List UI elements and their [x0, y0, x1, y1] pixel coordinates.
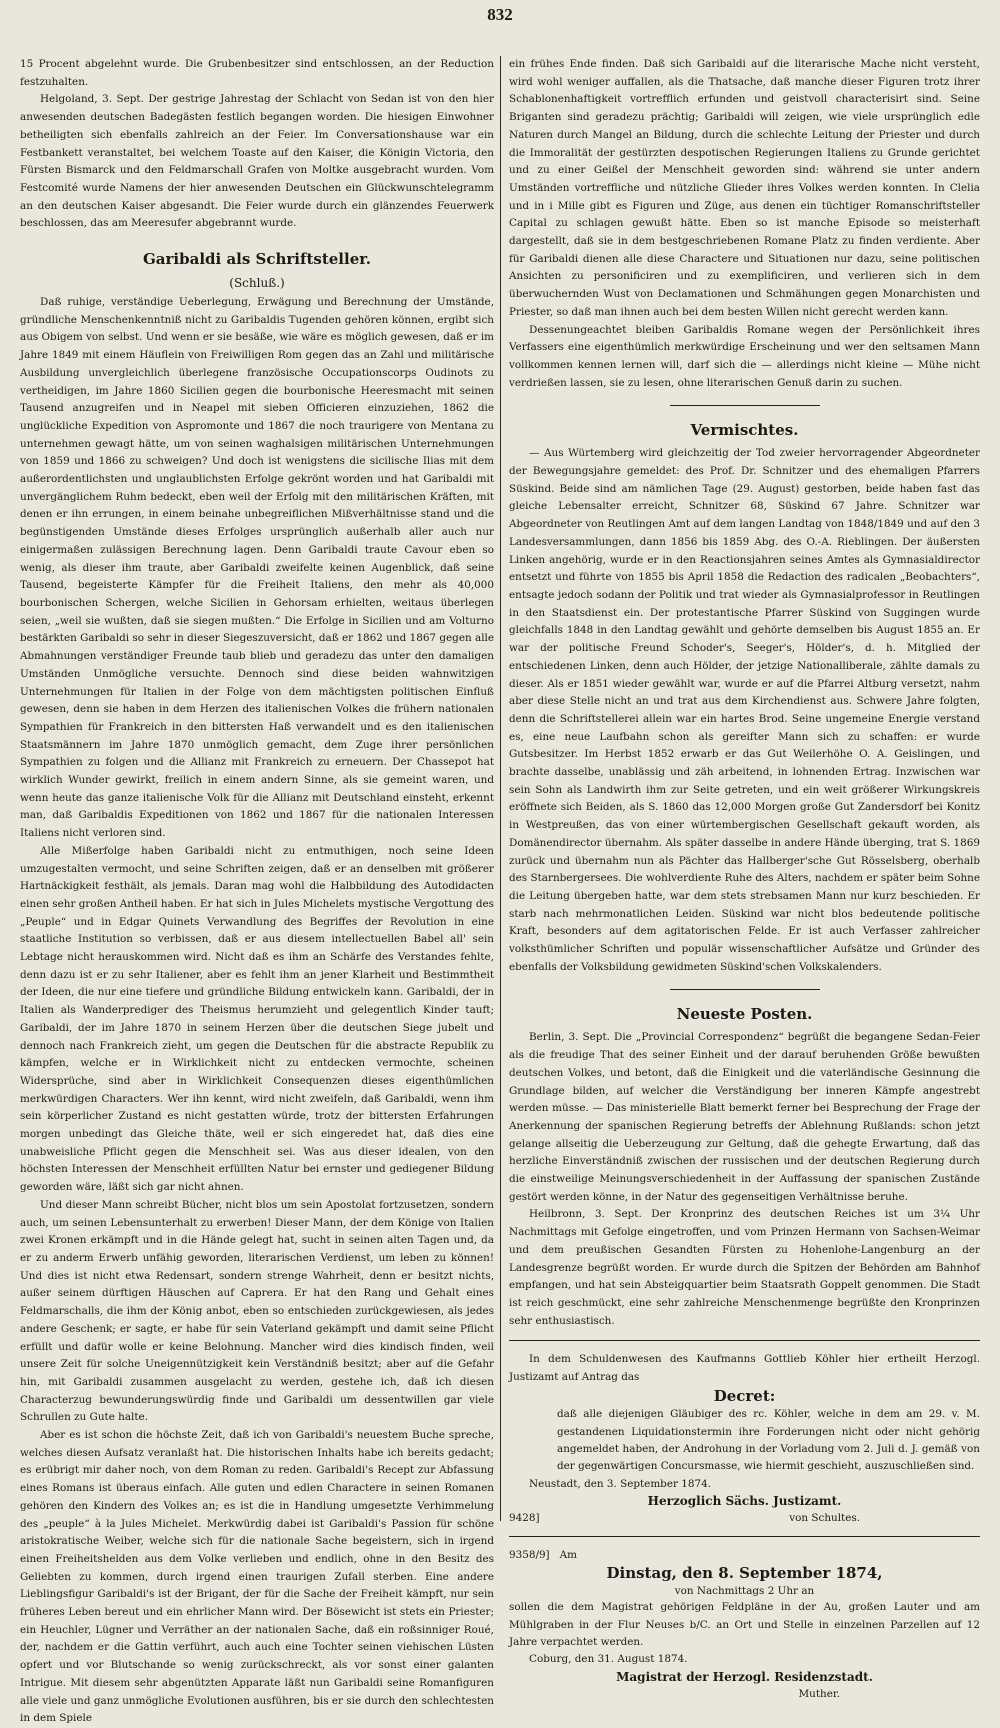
article-paragraph: Daß ruhige, verständige Ueberlegung, Erwägung und Berechnung der Umstände, gründliche Menschenkenntniß nicht zu Garibaldis Tugenden gehören können, ergibt sich aus Obigem von selbst. Und wenn er sie besäße, wie wäre es möglich gewesen, daß er im Jahre 1849 mit einem Häuflein von Freiwilligen Rom gegen das an Zahl und militärische Ausbildung unvergleichlich überlegene französische Occupationscorps Oudinots zu vertheidigen, im Jahre 1860 Sicilien gegen die bourbonische Heeresmacht mit seinen Tausend anzugreifen und in Neapel mit sieben Officieren einzuziehen, 1862 die unglückliche Expedition von Aspromonte und 1867 die noch traurigere von Mentana zu unternehmen gewagt hätte, um von seinen waghalsigen militärischen Unternehmungen von 1859 und 1866 zu schweigen? Und doch ist wenigstens die sicilische Ilias mit dem außerordentlichsten und unglaublichsten Erfolge gekrönt worden und hat Garibaldi mit unvergänglichem Ruhm bedeckt, eben weil der Erfolg mit den militärischen Kräften, mit denen er ihn errungen, in einem beinahe unbegreiflichen Mißverhältnisse stand und die begünstigenden Umstände dieses Erfolges ursprünglich außerhalb aller auch nur einigermaßen zulässigen Berechnung lagen. Denn Garibaldi traute Cavour eben so wenig, als dieser ihm traute, aber Garibaldi zweifelte keinen Augenblick, daß seine Tausend, begeisterte Kämpfer für die Freiheit Italiens, den mehr als 40,000 bourbonischen Schergen, welche Sicilien in Gehorsam erhielten, weitaus überlegen seien, „weil sie wußten, daß sie siegen mußten.“ Die Erfolge in Sicilien und am Volturno bestärkten Garibaldi so sehr in dieser Siegeszuversicht, daß er 1862 und 1867 gegen alle Abmahnungen verständiger Freunde taub blieb und geradezu das unter den damaligen Umständen Unmögliche versuchte. Dennoch sind diese beiden wahnwitzigen Unternehmungen für Italien in der Folge von dem mächtigsten politischen Einfluß gewesen, denn sie haben in dem Herzen des italienischen Volkes die frühern nationalen Sympathien für Frankreich in den bittersten Haß verwandelt und es den italienischen Staatsmännern im Jahre 1870 unmöglich gemacht, dem Zuge ihrer persönlichen Sympathien zu folgen und die Allianz mit Frankreich zu erneuern. Der Chassepot hat wirklich Wunder gewirkt, freilich in einem andern Sinne, als sie gemeint waren, und wenn heute das ganze italienische Volk für die Allianz mit Deutschland einsteht, erkennt man, daß Garibaldis Expeditionen von 1862 und 1867 für die nationalen Interessen Italiens nicht verloren sind. — [20, 296, 494, 840]
decree-signature: von Schultes. — [789, 1512, 860, 1525]
separator — [509, 976, 980, 1002]
columns — [20, 56, 980, 1725]
decree-announcement — [509, 1351, 980, 1526]
decree-date: Neustadt, den 3. September 1874. — [529, 1477, 711, 1490]
lease-place: Coburg, den 31. August 1874. — [529, 1653, 688, 1666]
lease-time: von Nachmittags 2 Uhr an — [674, 1585, 815, 1598]
news-item: Berlin, 3. Sept. Die „Provincial Correspondenz“ begrüßt die begangene Sedan-Feier als die freudige That des seiner Einheit und der darauf beruhenden Größe bewußten deutschen Volkes, und betont, daß die Einigkeit und die vaterländische Gesinnung die Grundlage bilden, auf welcher die Verständigung ber inneren Kämpfe angestrebt werden müsse. — Das ministerielle Blatt bemerkt ferner bei Besprechung der Frage der Anerkennung der spanischen Regierung betreffs der Ablehnung Rußlands: schon jetzt gelange allseitig die Ueberzeugung zur Geltung, daß die gehegte Erwartung, daß das herzliche Einverständniß zwischen der russischen und der deutschen Regierung durch die einstweilige Meinungsverschiedenheit in der Auffassung der spanischen Zustände gestört werden könne, in der Natur des gegenseitigen Verhältnisse beruhe. — [509, 1031, 980, 1203]
intro-paragraph: 15 Procent abgelehnt wurde. Die Grubenbesitzer sind entschlossen, an der Reduction festzuhalten. — [20, 58, 494, 88]
article-heading: Garibaldi als Schriftsteller. — [143, 250, 371, 269]
lease-date-line: Dinstag, den 8. September 1874, — [606, 1564, 883, 1583]
separator — [509, 392, 980, 418]
misc-paragraph: — Aus Würtemberg wird gleichzeitig der Tod zweier hervorragender Abgeordneter der Bewegungsjahre gemeldet: des Prof. Dr. Schnitzer und des ehemaligen Pfarrers Süskind. Beide sind am nämlichen Tage (29. August) gestorben, beide haben fast das gleiche Lebensalter erreicht, Schnitzer 68, Süskind 67 Jahre. Schnitzer war Abgeordneter von Reutlingen Amt auf dem langen Landtag von 1848/1849 und auf den 3 Landesversammlungen, dann 1856 bis 1859 Abg. des O.-A. Rieblingen. Der äußersten Linken angehörig, wurde er in den Reactionsjahren seines Amtes als Gymnasialdirector entsetzt und führte von 1855 bis April 1858 die Redaction des radicalen „Beobachters“, entsagte jedoch sodann der Politik und trat wieder als Gymnasialprofessor in Reutlingen in den Staatsdienst ein. Der protestantische Pfarrer Süskind von Suggingen wurde gleichfalls 1848 in den Landtag gewählt und gehörte demselben bis August 1855 an. Er war der politische Freund Schoder's, Seeger's, Hölder's, d. h. Mitglied der entschiedenen Linken, denn auch Hölder, der jetzige Nationalliberale, zählte damals zu dieser. Als er 1851 wieder gewählt war, wurde er auf die Pfarrei Altburg versetzt, nahm aber diese Stelle nicht an und trat aus dem Kirchendienst aus. Schwere Jahre folgten, denn die Schriftstellerei allein war ein hartes Brod. Seine ungemeine Energie verstand es, eine neue Laufbahn schon als gereifter Mann sich zu schaffen: er wurde Gutsbesitzer. Im Herbst 1852 erwarb er das Gut Weilerhöhe O. A. Geislingen, und brachte dasselbe, unablässig und zäh arbeitend, in lohnenden Ertrag. Inzwischen war sein Sohn als Landwirth ihm zur Seite getreten, und ein weit größerer Wirkungskreis eröffnete sich Beiden, als S. 1860 das 12,000 Morgen große Gut Zandersdorf bei Konitz in Westpreußen, das von einer würtembergischen Gesellschaft gekauft worden, als Domänendirector übernahm. Als später dasselbe in andere Hände überging, trat S. 1869 zurück und übernahm nun als Pächter das Hallberger'sche Gut Rösselsberg, oberhalb des Starnbergersees. Die wohlverdiente Ruhe des Alters, nachdem er später beim Sohne die Leitung übergeben hatte, war dem stets strebsamen Mann nur kurz beschieden. Er starb nach mehrmonatlichen Leiden. Süskind war nicht blos bedeutende politische Kraft, besonders auf dem agitatorischen Felde. Er ist auch Verfasser zahlreicher volksthümlicher Schriften und populär wissenschaftlicher Aufsätze und Gründer des ebenfalls der Volksbildung gewidmeten Süskind'schen Volkskalenders. — [509, 447, 980, 973]
news-item: Heilbronn, 3. Sept. Der Kronprinz des deutschen Reiches ist um 3¼ Uhr Nachmittags mit Gefolge eingetroffen, und vom Prinzen Hermann von Sachsen-Weimar und dem preußischen Gesandten Fürsten zu Hohenlohe-Langenburg an der Landesgrenze begrüßt worden. Er wurde durch die Spitzen der Behörden am Bahnhof empfangen, und hat sein Absteigquartier beim Staatsrath Goppelt genommen. Die Stadt ist reich geschmückt, eine sehr zahlreiche Menschenmenge begrüßte den Kronprinzen sehr enthusiastisch. — [509, 1208, 980, 1327]
decree-footer — [509, 1510, 980, 1526]
article-continuation: ein frühes Ende finden. Daß sich Garibaldi auf die literarische Mache nicht versteht, wird wohl weniger auffallen, als die Thatsache, daß manche dieser Figuren trotz ihrer Schablonenhaftigkeit vortrefflich erfunden und geistvoll characterisirt sind. Seine Briganten sind geradezu prächtig; Garibaldi will zeigen, wie viele ursprünglich edle Naturen durch Mangel an Bildung, durch die schlechte Leitung der Priester und durch die Immoralität der gestürzten despotischen Regierungen Italiens zu Grunde gerichtet und zu einer Geißel der Menschheit geworden sind: während sie unter andern Umständen vortreffliche und nützliche Glieder ihres Volkes werden konnten. In Clelia und in i Mille gibt es Figuren und Züge, aus denen ein tüchtiger Romanschriftsteller Capital zu schlagen gewußt hätte. Eben so ist manche Episode so meisterhaft dargestellt, daß sie in dem bestgeschriebenen Romane Platz zu finden verdiente. Aber für Garibaldi dienen alle diese Charactere und Situationen nur dazu, seine politischen Ansichten zu personificiren und zu exemplificiren, und verlieren sich in dem überwuchernden Wust von Declamationen und Schmähungen gegen Monarchisten und Priester, so daß man ihnen auch bei dem besten Willen nicht gerecht werden kann. — [509, 58, 980, 318]
lease-header — [509, 1547, 980, 1563]
article-paragraph: Aber es ist schon die höchste Zeit, daß ich von Garibaldi's neuestem Buche spreche, welches diesen Aufsatz veranlaßt hat. Die historischen Inhalts habe ich bereits gedacht; es erübrigt mir daher noch, von dem Roman zu reden. Garibaldi's Recept zur Abfassung eines Romans ist überaus einfach. Alle guten und edlen Charactere in seinen Romanen gehören den Kindern des Volkes an; es ist die in Handlung umgesetzte Verhimmelung des „peuple“ à la Jules Michelet. Merkwürdig dabei ist Garibaldi's Passion für schöne aristokratische Weiber, welche sich für die nationale Sache begeistern, sich in irgend einen Freiheitshelden aus dem Volke verlieben und endlich, ohne in den Besitz des Geliebten zu kommen, durch irgend einen traurigen Zufall sterben. Eine andere Lieblingsfigur Garibaldi's ist der Brigant, der für die Sache der Freiheit kämpft, nur sein früheres Leben bereut und ein ehrlicher Mann wird. Der Bösewicht ist stets ein Priester; ein Heuchler, Lügner und Verräther an der nationalen Sache, daß ein roßsinniger Roué, der, nachdem er die Gattin verführt, auch auch eine Tochter seinen viehischen Lüsten opfert und vor Blutschande so wenig zurückschreckt, als vor sonst einer galanten Intrigue. Mit diesem sehr abgenützten Apparate läßt nun Garibaldi seine Romanfiguren alle viele und ganz unmögliche Evolutionen ausführen, bis er sie durch den schlechtesten in dem Spiele — [20, 1429, 494, 1725]
decree-intro: In dem Schuldenwesen des Kaufmanns Gottlieb Köhler hier ertheilt Herzogl. Justizamt auf Antrag das — [509, 1353, 980, 1383]
decree-number: 9428] — [509, 1512, 540, 1525]
article-paragraph: Alle Mißerfolge haben Garibaldi nicht zu entmuthigen, noch seine Ideen umzugestalten vermocht, und seine Schriften zeigen, daß er an denselben mit größerer Hartnäckigkeit festhält, als jemals. Daran mag wohl die Halbbildung des Autodidacten einen sehr großen Antheil haben. Er hat sich in Jules Michelets mystische Vergottung des „Peuple“ und in Edgar Quinets Verwandlung des Begriffes der Revolution in eine staatliche Institution so verbissen, daß er aus diesem intellectuellen Babel all' sein Lebtage nicht herauskommen wird. Nicht daß es ihm an Schärfe des Verstandes fehlte, denn dazu ist er zu sehr Italiener, aber es fehlt ihm an jener Klarheit und Bestimmtheit der Ideen, die nur eine tiefere und gründliche Bildung entwickeln kann. Garibaldi, der in Italien als Wanderprediger des Theismus herumzieht und gelegentlich Kinder tauft; Garibaldi, der im Jahre 1870 in seinem Herzen über die deutschen Siege jubelt und dennoch nach Frankreich zieht, um gegen die Deutschen für die abstracte Republik zu kämpfen, welche er in Wirklichkeit nicht zu entdecken vermochte, scheinen Widersprüche, sind aber in Wirklichkeit Consequenzen dieses eigenthümlichen merkwürdigen Characters. Wer ihn kennt, wird nicht zweifeln, daß Garibaldi, wenn ihm sein körperlicher Zustand es nicht gestatten würde, trotz der bittersten Erfahrungen morgen unbedingt das Gleiche thäte, weil er sich eingeredet hat, daß dies eine unabweisliche Pflicht gegen die Menschheit sei. Was aus dieser idealen, von den höchsten Interessen der Menschheit erfüllten Natur bei ernster und gediegener Bildung geworden wäre, läßt sich gar nicht ahnen. — [20, 844, 494, 1194]
decree-authority: Herzoglich Sächs. Justizamt. — [647, 1494, 842, 1509]
decree-title: Decret: — [713, 1387, 776, 1406]
left-column — [20, 56, 500, 1725]
lease-authority: Magistrat der Herzogl. Residenzstadt. — [616, 1669, 873, 1684]
lease-text: sollen die dem Magistrat gehörigen Feldpläne in der Au, großen Lauter und am Mühlgraben in der Flur Neuses b/C. an Ort und Stelle in einzelnen Parzellen auf 12 Jahre verpachtet werden. — [509, 1601, 980, 1649]
lease-announcement — [509, 1547, 980, 1702]
lease-am: Am — [559, 1549, 577, 1562]
article-subheading: (Schluß.) — [229, 276, 285, 291]
page-number: 832 — [487, 5, 513, 24]
article-paragraph: Und dieser Mann schreibt Bücher, nicht blos um sein Apostolat fortzusetzen, sondern auch, um seinen Lebensunterhalt zu erwerben! Dieser Mann, der dem Könige von Italien zwei Kronen erkämpft und in die Hände gelegt hat, sucht in seinen alten Tagen und, da er zu anderm Erwerb unfähig geworden, literarischen Verdienst, um leben zu können! Und dies ist nicht etwa Redensart, sondern strenge Wahrheit, denn er besitzt nichts, außer seinem dürftigen Häuschen auf Caprera. Er hat den Rang und Gehalt eines Feldmarschalls, die ihm der König anbot, eben so entschieden zurückgewiesen, als jedes andere Geschenk; er sagte, er habe für sein Vaterland gekämpft und damit seine Pflicht erfüllt und dafür wolle er keine Belohnung. Mancher wird dies kindisch finden, weil unsere Zeit für solche Uneigennützigkeit kein Verständniß besitzt; aber auf die Gefahr hin, mit Garibaldi zusammen ausgelacht zu werden, gestehe ich, daß ich diesen Characterzug bewunderungswürdig finde und Garibaldi um dessentwillen gar viele Schrullen zu Gute halte. — [20, 1198, 494, 1424]
ad-separator — [509, 1536, 980, 1537]
decree-text: daß alle diejenigen Gläubiger des rc. Köhler, welche in dem am 29. v. M. gestandenen Liquidationstermin ihre Forderungen nicht oder nicht gehörig angemeldet haben, der Androhung in der Vorladung vom 2. Juli d. J. gemäß von der gegenwärtigen Concursmasse, wie hiermit geschieht, auszuschließen sind. — [557, 1408, 980, 1473]
lease-number: 9358/9] — [509, 1549, 550, 1562]
article-paragraph: Dessenungeachtet bleiben Garibaldis Romane wegen der Persönlichkeit ihres Verfassers eine eigenthümlich merkwürdige Erscheinung und wer den seltsamen Mann vollkommen kennen lernen will, darf sich die — allerdings nicht kleine — Mühe nicht verdrießen lassen, sie zu lesen, ohne literarischen Genuß darin zu suchen. — [509, 323, 980, 389]
news-heading: Neueste Posten. — [676, 1005, 813, 1024]
misc-heading: Vermischtes. — [690, 421, 799, 440]
ad-separator — [509, 1340, 980, 1341]
right-column — [500, 56, 980, 1700]
helgoland-report: Helgoland, 3. Sept. Der gestrige Jahrestag der Schlacht von Sedan ist von den hier anwesenden deutschen Badegästen festlich begangen worden. Die hiesigen Einwohner betheiligten sich ebenfalls zahlreich an der Feier. Im Conversationshause war ein Festbankett veranstaltet, bei welchem Toaste auf den Kaiser, die Königin Victoria, den Fürsten Bismarck und den Feldmarschall Grafen von Moltke ausgebracht wurden. Vom Festcomité wurde Namens der hier anwesenden Deutschen ein Glückwunschtelegramm an den deutschen Kaiser abgesandt. Die Feier wurde durch ein glänzendes Feuerwerk beschlossen, das am Meeresufer abgebrannt wurde. — [20, 93, 494, 230]
lease-signature: Muther. — [798, 1687, 840, 1700]
